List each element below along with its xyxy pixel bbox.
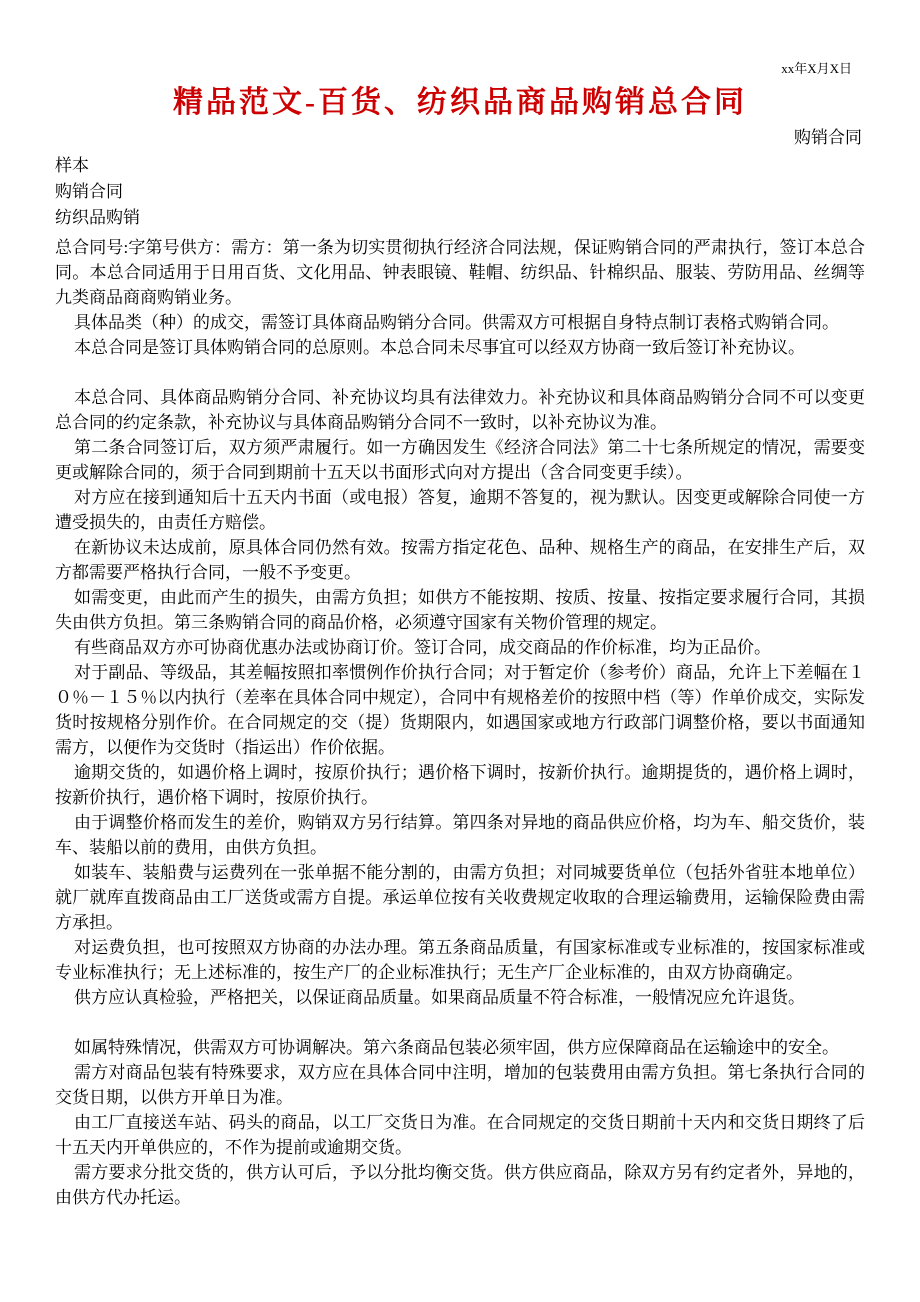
corner-label: 购销合同 xyxy=(794,128,862,147)
blank-line xyxy=(55,360,865,385)
document-title: 精品范文-百货、纺织品商品购销总合同 xyxy=(173,86,747,119)
blank-line xyxy=(55,1010,865,1035)
contract-paragraph: 需方要求分批交货的，供方认可后，予以分批均衡交货。供方供应商品，除双方另有约定者外，异地的，由供方代办托运。 xyxy=(55,1163,865,1207)
contract-paragraph: 需方对商品包装有特殊要求，双方应在具体合同中注明，增加的包装费用由需方负担。第七条执行合同的交货日期，以供方开单日为准。 xyxy=(55,1063,865,1107)
contract-paragraph: 对于副品、等级品，其差幅按照扣率惯例作价执行合同；对于暂定价（参考价）商品，允许上下差幅在１０％－１５％以内执行（差率在具体合同中规定），合同中有规格差价的按照中档（等）作单价成交，实际发货时按规格分别作价。在合同规定的交（提）货期限内，如遇国家或地方行政部门调整价格，要以书面通知需方，以便作为交货时（指运出）作价依据。 xyxy=(55,663,865,757)
contract-paragraph: 如需变更，由此而产生的损失，由需方负担；如供方不能按期、按质、按量、按指定要求履行合同，其损失由供方负担。第三条购销合同的商品价格，必须遵守国家有关物价管理的规定。 xyxy=(55,588,865,632)
contract-paragraph: 如装车、装船费与运费列在一张单据不能分割的，由需方负担；对同城要货单位（包括外省驻本地单位）就厂就库直拨商品由工厂送货或需方自提。承运单位按有关收费规定收取的合理运输费用，运输保险费由需方承担。 xyxy=(55,863,865,932)
contract-paragraph: 有些商品双方亦可协商优惠办法或协商订价。签订合同，成交商品的作价标准，均为正品价。 xyxy=(74,638,771,657)
contract-paragraph: 由于调整价格而发生的差价，购销双方另行结算。第四条对异地的商品供应价格，均为车、船交货价，装车、装船以前的费用，由供方负担。 xyxy=(55,813,865,857)
contract-paragraph: 具体品类（种）的成交，需签订具体商品购销分合同。供需双方可根据自身特点制订表格式购销合同。 xyxy=(74,313,839,332)
document-body xyxy=(0,231,920,1210)
meta-line: 样本 xyxy=(55,156,89,175)
contract-paragraph: 第二条合同签订后，双方须严肃履行。如一方确因发生《经济合同法》第二十七条所规定的情况，需要变更或解除合同的，须于合同到期前十五天以书面形式向对方提出（含合同变更手续）。 xyxy=(55,438,865,482)
contract-paragraph: 本总合同是签订具体购销合同的总原则。本总合同未尽事宜可以经双方协商一致后签订补充协议。 xyxy=(74,338,805,357)
meta-line: 购销合同 xyxy=(55,182,123,201)
contract-paragraph: 对运费负担，也可按照双方协商的办法办理。第五条商品质量，有国家标准或专业标准的，按国家标准或专业标准执行；无上述标准的，按生产厂的企业标准执行；无生产厂企业标准的，由双方协商确定。 xyxy=(55,938,865,982)
contract-paragraph: 本总合同、具体商品购销分合同、补充协议均具有法律效力。补充协议和具体商品购销分合同不可以变更总合同的约定条款，补充协议与具体商品购销分合同不一致时，以补充协议为准。 xyxy=(55,388,865,432)
contract-paragraph: 如属特殊情况，供需双方可协调解决。第六条商品包装必须牢固，供方应保障商品在运输途中的安全。 xyxy=(74,1038,839,1057)
contract-paragraph: 逾期交货的，如遇价格上调时，按原价执行；遇价格下调时，按新价执行。逾期提货的，遇价格上调时，按新价执行，遇价格下调时，按原价执行。 xyxy=(55,763,865,807)
contract-paragraph: 对方应在接到通知后十五天内书面（或电报）答复，逾期不答复的，视为默认。因变更或解除合同使一方遭受损失的，由责任方赔偿。 xyxy=(55,488,865,532)
document-date: xx年X月X日 xyxy=(781,61,852,76)
contract-paragraph: 在新协议未达成前，原具体合同仍然有效。按需方指定花色、品种、规格生产的商品，在安排生产后，双方都需要严格执行合同，一般不予变更。 xyxy=(55,538,865,582)
contract-paragraph: 总合同号:字第号供方：需方：第一条为切实贯彻执行经济合同法规，保证购销合同的严肃执行，签订本总合同。本总合同适用于日用百货、文化用品、钟表眼镜、鞋帽、纺织品、针棉织品、服装、劳防用品、丝绸等九类商品商商购销业务。 xyxy=(55,238,865,307)
meta-lines xyxy=(0,149,920,231)
contract-paragraph: 供方应认真检验，严格把关，以保证商品质量。如果商品质量不符合标准，一般情况应允许退货。 xyxy=(74,988,805,1007)
contract-paragraph: 由工厂直接送车站、码头的商品，以工厂交货日为准。在合同规定的交货日期前十天内和交货日期终了后十五天内开单供应的，不作为提前或逾期交货。 xyxy=(55,1113,865,1157)
meta-line: 纺织品购销 xyxy=(55,208,140,227)
